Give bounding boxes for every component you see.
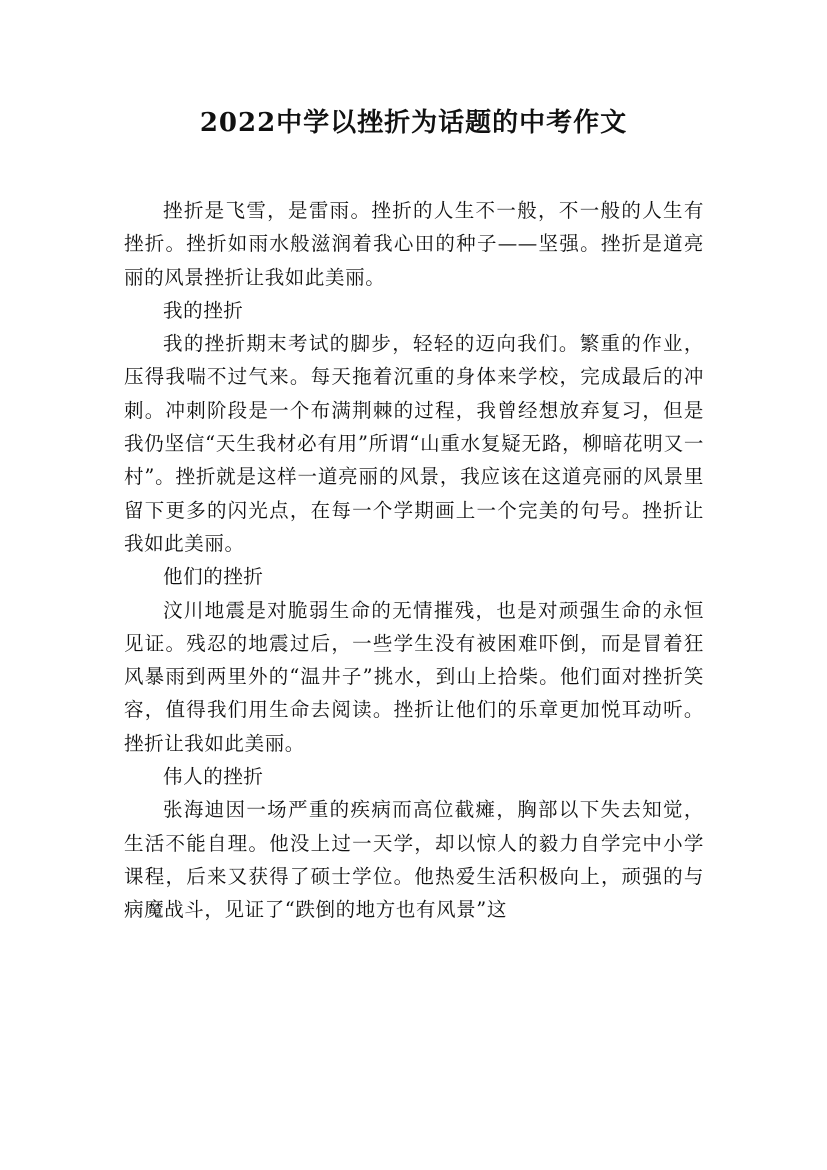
paragraph-intro: 挫折是飞雪，是雷雨。挫折的人生不一般，不一般的人生有挫折。挫折如雨水般滋润着我心田的种子——坚强。挫折是道亮丽的风景挫折让我如此美丽。 bbox=[124, 199, 704, 289]
section-heading-their-setback: 他们的挫折 bbox=[163, 565, 264, 589]
section-heading-my-setback: 我的挫折 bbox=[163, 298, 244, 322]
paragraph-great-person-setback: 张海迪因一场严重的疾病而高位截瘫，胸部以下失去知觉，生活不能自理。他没上过一天学，却以惊人的毅力自学完中小学课程，后来又获得了硕士学位。他热爱生活积极向上，顽强的与病魔战斗，见证了“跌倒的地方也有风景”这 bbox=[124, 798, 704, 922]
paragraph-their-setback: 汶川地震是对脆弱生命的无情摧残，也是对顽强生命的永恒见证。残忍的地震过后，一些学生没有被困难吓倒，而是冒着狂风暴雨到两里外的“温井子”挑水，到山上拾柴。他们面对挫折笑容，值得我们用生命去阅读。挫折让他们的乐章更加悦耳动听。挫折让我如此美丽。 bbox=[124, 598, 704, 755]
document-title: 2022中学以挫折为话题的中考作文 bbox=[199, 108, 628, 138]
document-body bbox=[124, 194, 704, 927]
paragraph-my-setback: 我的挫折期末考试的脚步，轻轻的迈向我们。繁重的作业，压得我喘不过气来。每天拖着沉重的身体来学校，完成最后的冲刺。冲刺阶段是一个布满荆棘的过程，我曾经想放弃复习，但是我仍坚信“天生我材必有用”所谓“山重水复疑无路，柳暗花明又一村”。挫折就是这样一道亮丽的风景，我应该在这道亮丽的风景里留下更多的闪光点，在每一个学期画上一个完美的句号。挫折让我如此美丽。 bbox=[124, 332, 704, 555]
section-heading-great-person-setback: 伟人的挫折 bbox=[163, 765, 264, 789]
